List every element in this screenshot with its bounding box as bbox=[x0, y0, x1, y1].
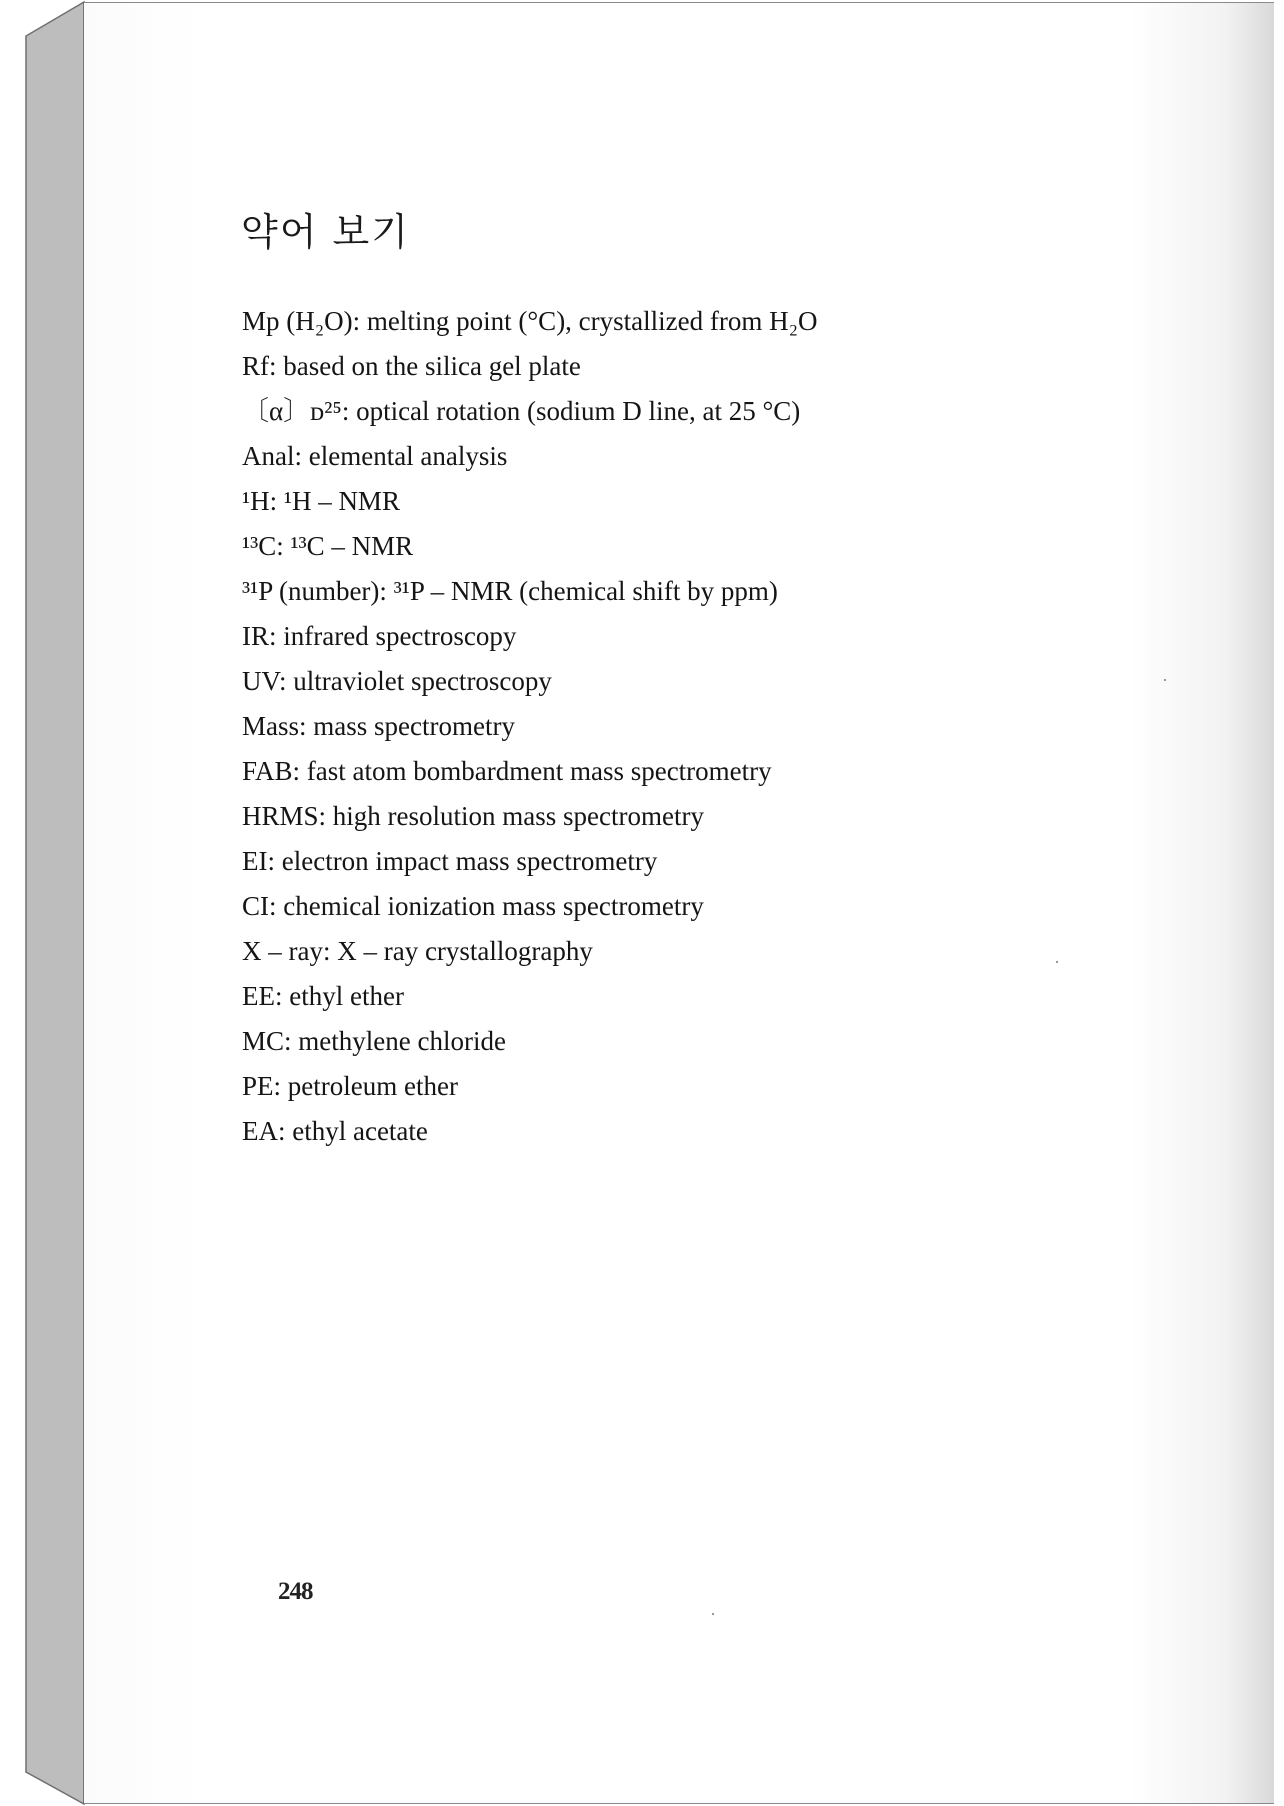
list-item: HRMS: high resolution mass spectrometry bbox=[242, 801, 704, 831]
list-item: X – ray: X – ray crystallography bbox=[242, 936, 593, 966]
list-item: EI: electron impact mass spectrometry bbox=[242, 846, 658, 876]
list-item: Rf: based on the silica gel plate bbox=[242, 351, 581, 381]
list-item: Mass: mass spectrometry bbox=[242, 711, 515, 741]
list-item: CI: chemical ionization mass spectrometry bbox=[242, 891, 704, 921]
scan-speck bbox=[712, 1613, 714, 1615]
document-page bbox=[84, 2, 1274, 1804]
list-item: PE: petroleum ether bbox=[242, 1071, 458, 1101]
list-item: FAB: fast atom bombardment mass spectrometry bbox=[242, 756, 772, 786]
scan-speck bbox=[1164, 679, 1166, 681]
list-item: Mp (H₂O): melting point (°C), crystallized from H₂O bbox=[242, 306, 818, 336]
scan-speck bbox=[1056, 961, 1058, 963]
abbreviation-list bbox=[242, 299, 818, 1154]
list-item: EE: ethyl ether bbox=[242, 981, 404, 1011]
list-item: ¹³C: ¹³C – NMR bbox=[242, 531, 414, 561]
page-number: 248 bbox=[278, 1578, 313, 1605]
list-item: UV: ultraviolet spectroscopy bbox=[242, 666, 552, 696]
list-item: ¹H: ¹H – NMR bbox=[242, 486, 400, 516]
list-item: IR: infrared spectroscopy bbox=[242, 621, 517, 651]
list-item: 〔α〕ᴅ²⁵: optical rotation (sodium D line, at 25 °C) bbox=[242, 396, 801, 426]
list-item: ³¹P (number): ³¹P – NMR (chemical shift by ppm) bbox=[242, 576, 778, 606]
list-item: MC: methylene chloride bbox=[242, 1026, 506, 1056]
page-title: 약어 보기 bbox=[241, 210, 410, 254]
list-item: EA: ethyl acetate bbox=[242, 1116, 428, 1146]
list-item: Anal: elemental analysis bbox=[242, 441, 508, 471]
